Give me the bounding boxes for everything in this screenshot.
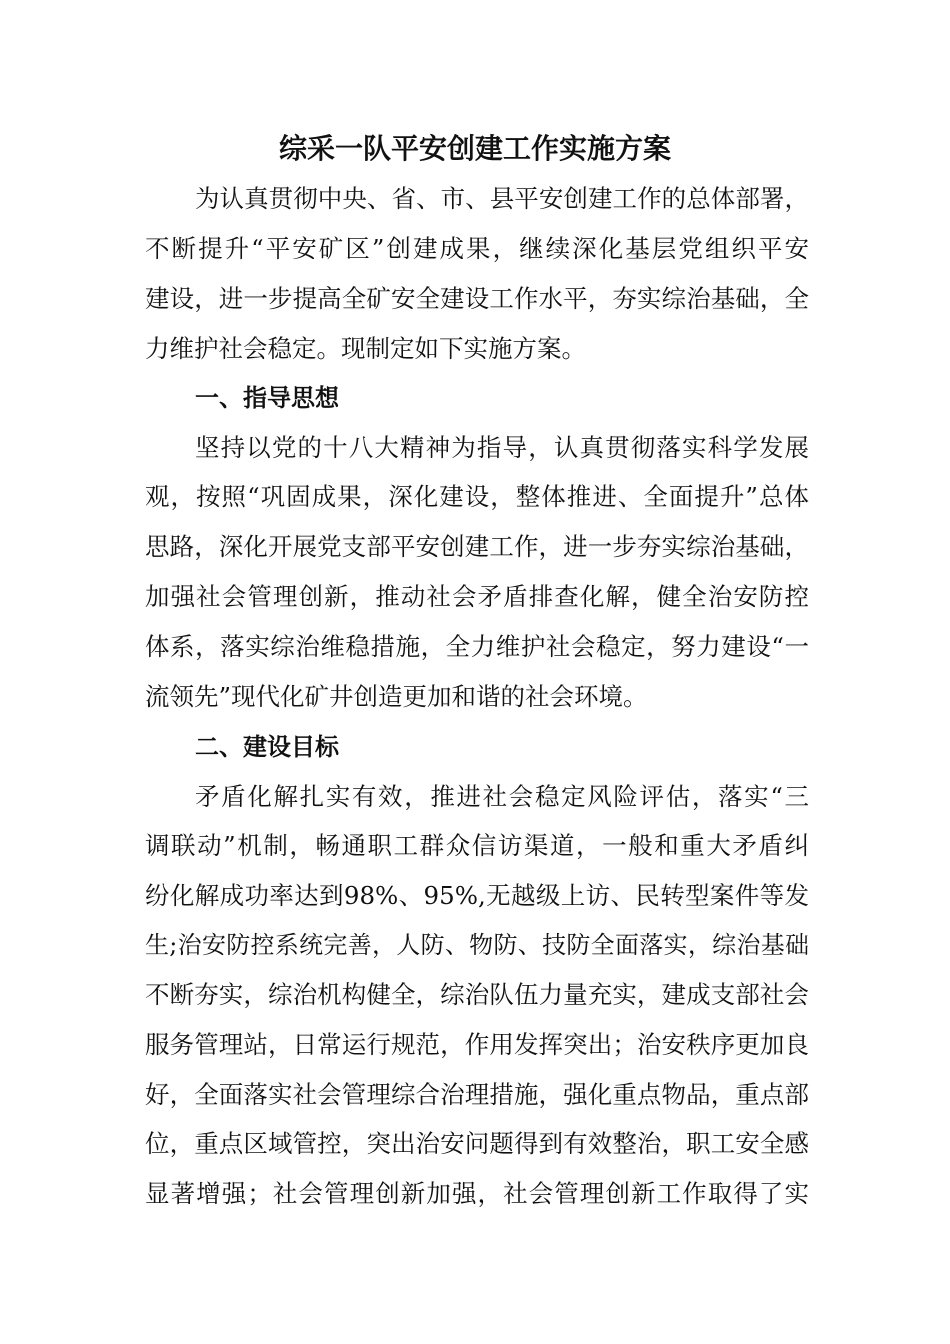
intro-line: 不断提升“平安矿区”创建成果，继续深化基层党组织平安 <box>145 234 809 263</box>
intro-line: 力维护社会稳定。现制定如下实施方案。 <box>145 334 586 363</box>
section2-line: 显著增强；社会管理创新加强，社会管理创新工作取得了实 <box>145 1179 809 1208</box>
section2-line: 纷化解成功率达到98%、95%,无越级上访、民转型案件等发 <box>145 881 809 910</box>
section2-line: 不断夯实，综治机构健全，综治队伍力量充实，建成支部社会 <box>145 980 809 1009</box>
section1-line: 加强社会管理创新，推动社会矛盾排查化解，健全治安防控 <box>145 582 809 611</box>
section-heading-guiding-ideology: 一、指导思想 <box>195 384 339 412</box>
section2-line: 生;治安防控系统完善，人防、物防、技防全面落实，综治基础 <box>145 931 809 959</box>
section2-line: 矛盾化解扎实有效，推进社会稳定风险评估，落实“三 <box>195 782 809 811</box>
section-heading-construction-goals: 二、建设目标 <box>195 733 339 761</box>
section1-line: 观，按照“巩固成果，深化建设，整体推进、全面提升”总体 <box>145 482 809 511</box>
section2-line: 位，重点区域管控，突出治安问题得到有效整治，职工安全感 <box>145 1129 809 1158</box>
section1-line: 坚持以党的十八大精神为指导，认真贯彻落实科学发展 <box>195 433 809 462</box>
section2-line: 服务管理站，日常运行规范，作用发挥突出；治安秩序更加良 <box>145 1030 809 1059</box>
section1-line: 思路，深化开展党支部平安创建工作，进一步夯实综治基础， <box>145 532 809 561</box>
intro-line: 建设，进一步提高全矿安全建设工作水平，夯实综治基础，全 <box>145 284 809 313</box>
intro-line: 为认真贯彻中央、省、市、县平安创建工作的总体部署， <box>195 184 809 213</box>
section2-line: 调联动”机制，畅通职工群众信访渠道，一般和重大矛盾纠 <box>145 831 809 860</box>
section1-line: 流领先”现代化矿井创造更加和谐的社会环境。 <box>145 682 648 711</box>
section2-line: 好，全面落实社会管理综合治理措施，强化重点物品，重点部 <box>145 1080 809 1109</box>
document-title: 综采一队平安创建工作实施方案 <box>278 132 671 165</box>
section1-line: 体系，落实综治维稳措施，全力维护社会稳定，努力建设“一 <box>145 632 809 661</box>
